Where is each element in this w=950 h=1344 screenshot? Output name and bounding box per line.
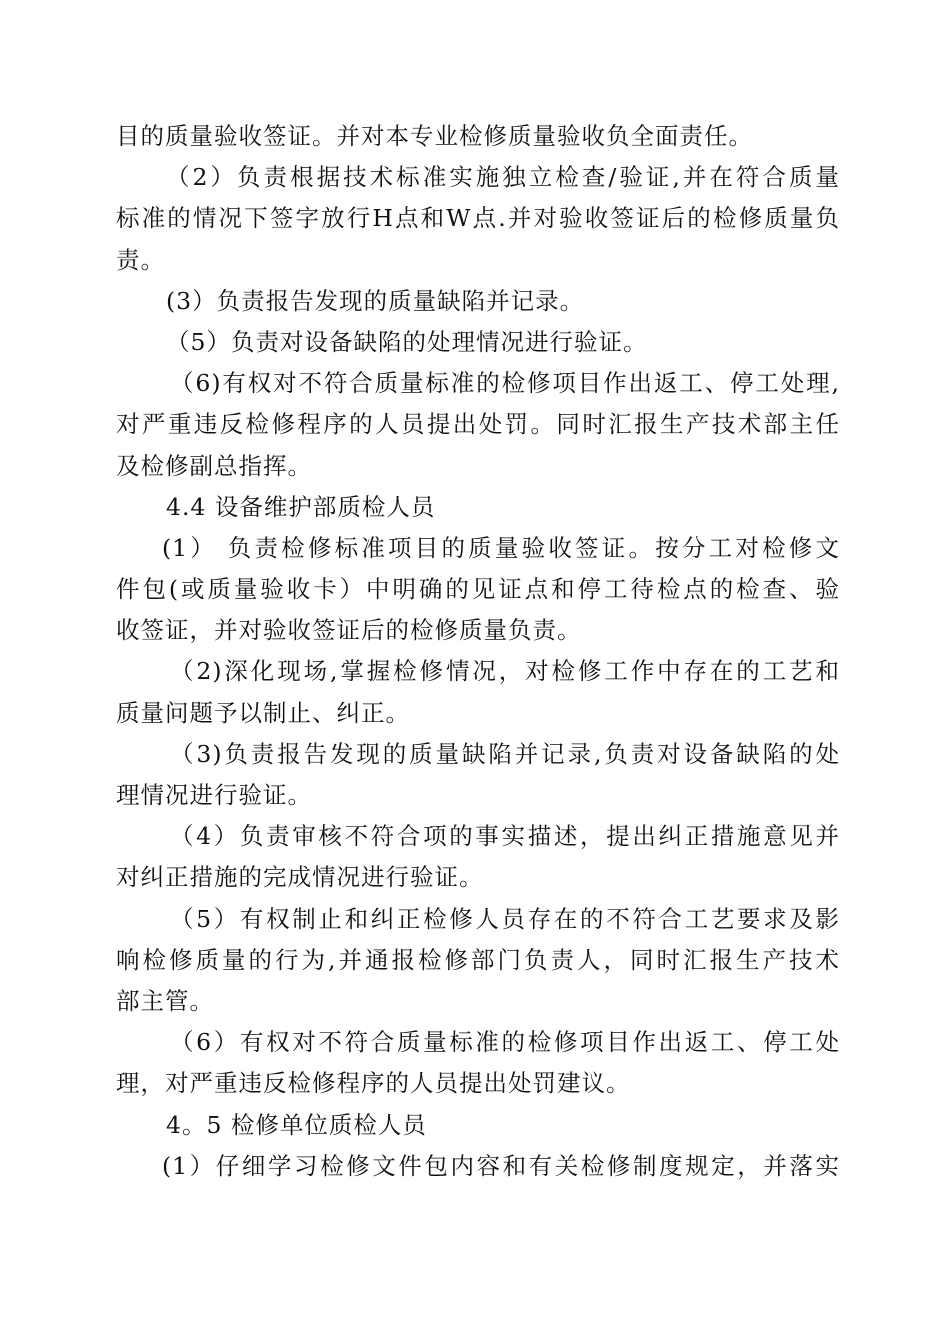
section-heading: 4.4 设备维护部质检人员 <box>166 492 436 521</box>
document-body <box>116 116 840 1187</box>
text-line: 质量问题予以制止、纠正。 <box>116 698 410 727</box>
text-line: （2)深化现场,掌握检修情况，对检修工作中存在的工艺和 <box>170 657 840 686</box>
text-line: 目的质量验收签证。并对本专业检修质量验收负全面责任。 <box>116 122 753 150</box>
text-line: (1） 负责检修标准项目的质量验收签证。按分工对检修文 <box>162 533 840 562</box>
text-line: （6）有权对不符合质量标准的检修项目作出返工、停工处 <box>170 1028 840 1057</box>
text-line: （2）负责根据技术标准实施独立检查/验证,并在符合质量 <box>166 163 840 192</box>
text-line: 理情况进行验证。 <box>116 781 312 809</box>
text-line: （4）负责审核不符合项的事实描述，提出纠正措施意见并 <box>170 822 840 851</box>
text-line: (1）仔细学习检修文件包内容和有关检修制度规定，并落实 <box>162 1151 840 1180</box>
text-line: （6)有权对不符合质量标准的检修项目作出返工、停工处理, <box>170 369 840 398</box>
text-line: 件包(或质量验收卡）中明确的见证点和停工待检点的检查、验 <box>116 575 840 604</box>
text-line: 标准的情况下签字放行H点和W点.并对验收签证后的检修质量负 <box>116 204 840 233</box>
text-line: 对严重违反检修程序的人员提出处罚。同时汇报生产技术部主任 <box>116 410 840 439</box>
text-line: 对纠正措施的完成情况进行验证。 <box>116 863 484 892</box>
text-line: 理，对严重违反检修程序的人员提出处罚建议。 <box>116 1069 631 1098</box>
text-line: 及检修副总指挥。 <box>116 451 312 480</box>
text-line: （5）有权制止和纠正检修人员存在的不符合工艺要求及影 <box>170 904 840 933</box>
text-line: （5）负责对设备缺陷的处理情况进行验证。 <box>166 327 648 356</box>
text-line: 责。 <box>116 245 165 274</box>
section-heading: 4。5 检修单位质检人员 <box>166 1110 427 1139</box>
text-line: (3）负责报告发现的质量缺陷并记录。 <box>166 286 585 315</box>
text-line: （3)负责报告发现的质量缺陷并记录,负责对设备缺陷的处 <box>170 739 840 768</box>
text-line: 响检修质量的行为,并通报检修部门负责人，同时汇报生产技术 <box>116 945 840 974</box>
text-line: 部主管。 <box>116 986 214 1015</box>
text-line: 收签证，并对验收签证后的检修质量负责。 <box>116 616 582 645</box>
